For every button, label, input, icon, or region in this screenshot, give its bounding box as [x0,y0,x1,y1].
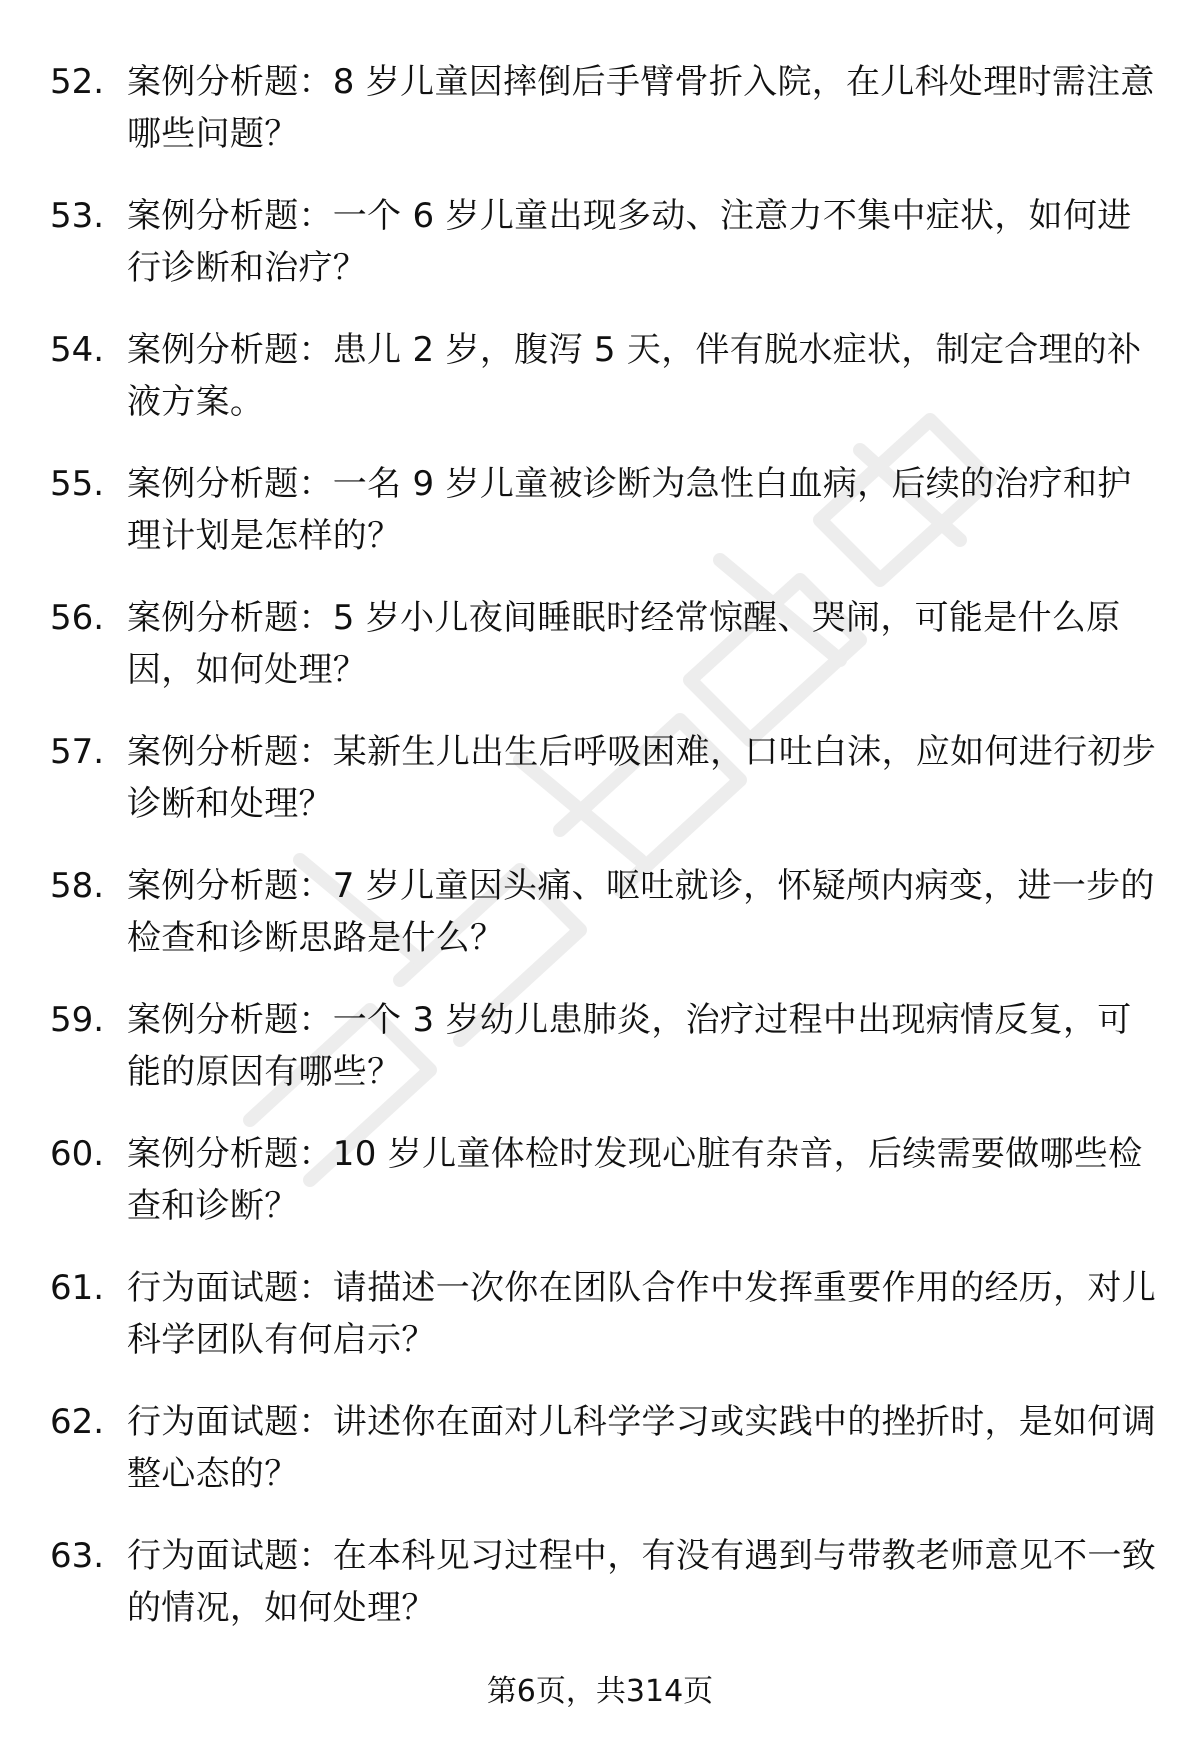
question-text: 案例分析题：一个 6 岁儿童出现多动、注意力不集中症状，如何进行诊断和治疗？ [127,196,1132,288]
question-text: 案例分析题：5 岁小儿夜间睡眠时经常惊醒、哭闹，可能是什么原因，如何处理？ [127,598,1121,690]
question-number: 53. [50,196,105,236]
question-item [0,324,1200,458]
question-number: 54. [50,330,105,370]
question-number: 63. [50,1536,105,1576]
question-number: 62. [50,1402,105,1442]
question-item [0,592,1200,726]
question-number: 59. [50,1000,105,1040]
question-list [0,56,1200,1664]
question-number: 60. [50,1134,105,1174]
question-text: 案例分析题：某新生儿出生后呼吸困难，口吐白沫，应如何进行初步诊断和处理？ [127,732,1156,824]
question-text: 案例分析题：7 岁儿童因头痛、呕吐就诊，怀疑颅内病变，进一步的检查和诊断思路是什么？ [127,866,1155,958]
question-text: 行为面试题：讲述你在面对儿科学学习或实践中的挫折时，是如何调整心态的？ [127,1402,1156,1494]
question-text: 行为面试题：在本科见习过程中，有没有遇到与带教老师意见不一致的情况，如何处理？ [127,1536,1156,1628]
question-text: 案例分析题：一名 9 岁儿童被诊断为急性白血病，后续的治疗和护理计划是怎样的？ [127,464,1132,556]
question-number: 55. [50,464,105,504]
question-number: 58. [50,866,105,906]
question-text: 行为面试题：请描述一次你在团队合作中发挥重要作用的经历，对儿科学团队有何启示？ [127,1268,1156,1360]
question-item [0,1128,1200,1262]
question-item [0,994,1200,1128]
question-text: 案例分析题：8 岁儿童因摔倒后手臂骨折入院，在儿科处理时需注意哪些问题？ [127,62,1155,154]
question-item [0,860,1200,994]
question-text: 案例分析题：患儿 2 岁，腹泻 5 天，伴有脱水症状，制定合理的补液方案。 [127,330,1142,422]
question-number: 61. [50,1268,105,1308]
question-item [0,1262,1200,1396]
question-number: 57. [50,732,105,772]
question-item [0,1396,1200,1530]
page-footer: 第6页，共314页 [486,1674,714,1709]
question-text: 案例分析题：一个 3 岁幼儿患肺炎，治疗过程中出现病情反复，可能的原因有哪些？ [127,1000,1132,1092]
question-item [0,1530,1200,1664]
question-text: 案例分析题：10 岁儿童体检时发现心脏有杂音，后续需要做哪些检查和诊断？ [127,1134,1143,1226]
question-item [0,726,1200,860]
question-item [0,56,1200,190]
question-item [0,458,1200,592]
question-number: 56. [50,598,105,638]
question-item [0,190,1200,324]
question-number: 52. [50,62,105,102]
